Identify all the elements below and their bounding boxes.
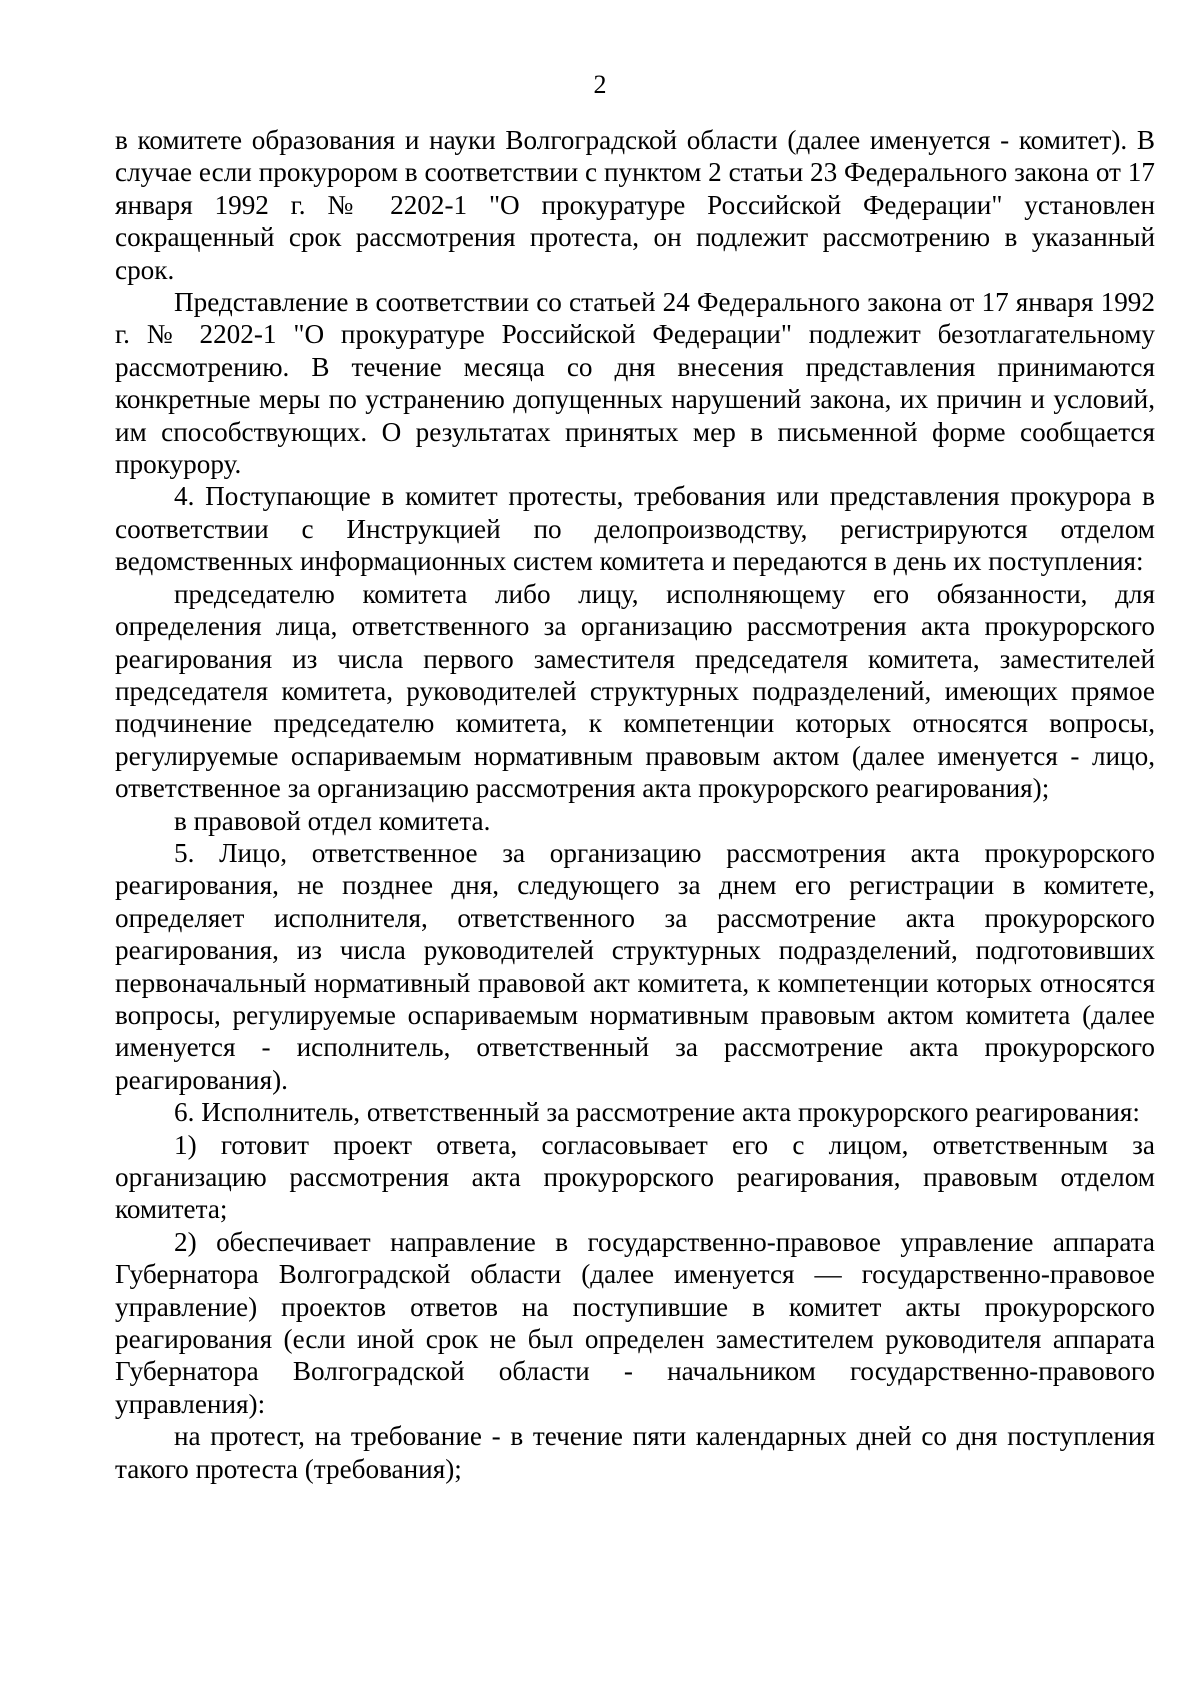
- paragraph-subitem-1: 1) готовит проект ответа, согласовывает его с лицом, ответственным за организацию рассмотрения акта прокурорского реагирования, правовым отделом комитета;: [115, 1129, 1155, 1225]
- page-number: 2: [593, 70, 607, 99]
- paragraph-chairman-recipient: председателю комитета либо лицу, исполняющему его обязанности, для определения лица, ответственного за организацию рассмотрения акта прокурорского реагирования из числа первого заместителя председателя комитета, заместителей председателя комитета, руководителей структурных подразделений, имеющих прямое подчинение председателю комитета, к компетенции которых относятся вопросы, регулируемые оспариваемым нормативным правовым актом (далее именуется - лицо, ответственное за организацию рассмотрения акта прокурорского реагирования);: [115, 578, 1155, 804]
- paragraph-item-4: 4. Поступающие в комитет протесты, требования или представления прокурора в соответствии с Инструкцией по делопроизводству, регистрируются отделом ведомственных информационных систем комитета и передаются в день их поступления:: [115, 481, 1155, 577]
- paragraph-legal-department: в правовой отдел комитета.: [174, 805, 491, 836]
- paragraph-subitem-2: 2) обеспечивает направление в государственно-правовое управление аппарата Губернатора Волгоградской области (далее именуется — государственно-правовое управление) проектов ответов на поступившие в комитет акты прокурорского реагирования (если иной срок не был определен заместителем руководителя аппарата Губернатора Волгоградской области - начальником государственно-правового управления):: [115, 1226, 1155, 1419]
- document-body: [115, 124, 1155, 1485]
- paragraph-representation: Представление в соответствии со статьей 24 Федерального закона от 17 января 1992 г. № 2202-1 "О прокуратуре Российской Федерации" подлежит безотлагательному рассмотрению. В течение месяца со дня внесения представления принимаются конкретные меры по устранению допущенных нарушений закона, их причин и условий, им способствующих. О результатах принятых мер в письменной форме сообщается прокурору.: [115, 287, 1155, 480]
- paragraph-continuation: в комитете образования и науки Волгоградской области (далее именуется - комитет). В случае если прокурором в соответствии с пунктом 2 статьи 23 Федерального закона от 17 января 1992 г. № 2202-1 "О прокуратуре Российской Федерации" установлен сокращенный срок рассмотрения протеста, он подлежит рассмотрению в указанный срок.: [115, 125, 1155, 285]
- paragraph-item-5: 5. Лицо, ответственное за организацию рассмотрения акта прокурорского реагирования, не позднее дня, следующего за днем его регистрации в комитете, определяет исполнителя, ответственного за рассмотрение акта прокурорского реагирования, из числа руководителей структурных подразделений, подготовивших первоначальный нормативный правовой акт комитета, к компетенции которых относятся вопросы, регулируемые оспариваемым нормативным правовым актом комитета (далее именуется - исполнитель, ответственный за рассмотрение акта прокурорского реагирования).: [115, 837, 1155, 1095]
- paragraph-protest-deadline: на протест, на требование - в течение пяти календарных дней со дня поступления такого протеста (требования);: [115, 1421, 1155, 1484]
- paragraph-item-6: 6. Исполнитель, ответственный за рассмотрение акта прокурорского реагирования:: [174, 1097, 1140, 1128]
